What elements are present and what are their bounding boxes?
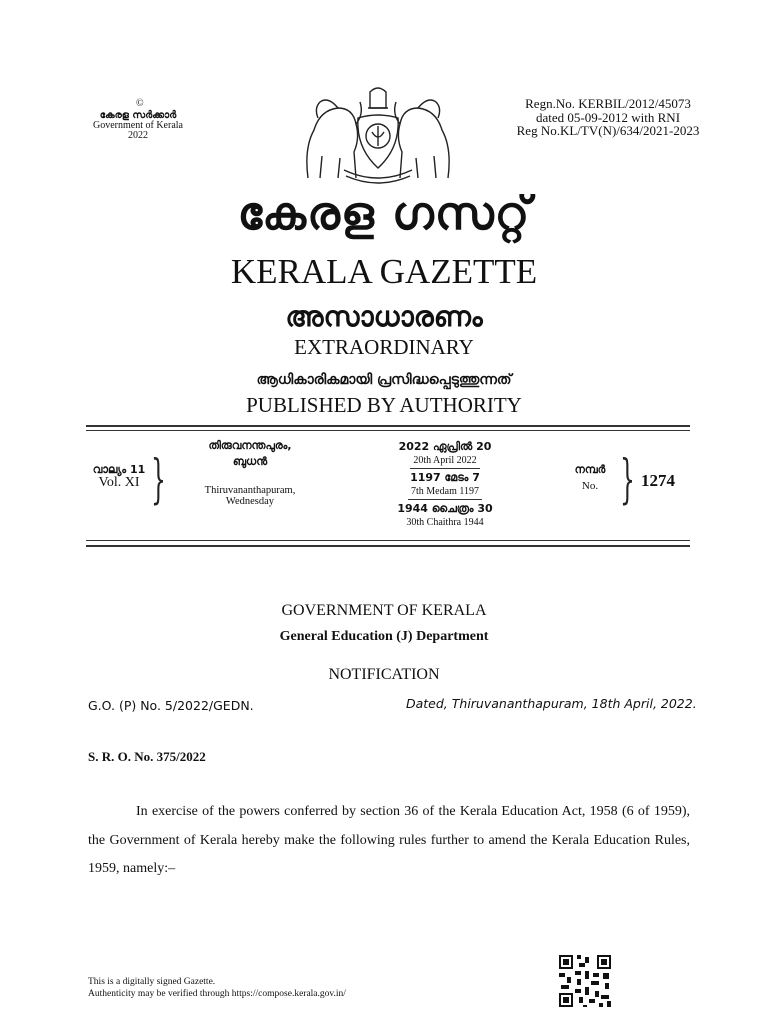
place-block <box>190 440 310 507</box>
volume-mal: വാല്യം 11 <box>92 463 146 476</box>
government-heading: GOVERNMENT OF KERALA <box>281 602 487 619</box>
qr-code-icon <box>557 953 613 1009</box>
volume-en: Vol. XI <box>98 474 140 490</box>
date-saka-mal: 1944 ചൈത്രം 30 <box>397 502 493 515</box>
copyright-symbol: © <box>136 98 144 109</box>
sro-number: S. R. O. No. 375/2022 <box>88 749 206 764</box>
government-block <box>78 111 198 141</box>
registration-kl-number: Reg No.KL/TV(N)/634/2021-2023 <box>516 123 700 139</box>
footer-note <box>88 976 346 1000</box>
gazette-title-mal: കേരള ഗസറ്റ് <box>237 186 531 240</box>
government-year: 2022 <box>128 130 148 141</box>
bottom-rule-thin <box>86 540 690 541</box>
extraordinary-mal: അസാധാരണം <box>285 300 483 333</box>
department-heading: General Education (J) Department <box>279 629 489 644</box>
place-en: Thiruvananthapuram, <box>204 485 296 497</box>
brace-right-icon: } <box>151 450 166 510</box>
registration-block <box>503 97 713 138</box>
go-number: G.O. (P) No. 5/2022/GEDN. <box>88 698 254 713</box>
top-rule-thin <box>86 430 690 431</box>
notification-heading: NOTIFICATION <box>328 666 440 683</box>
authority-en: PUBLISHED BY AUTHORITY <box>246 393 522 417</box>
government-en: Government of Kerala <box>93 120 183 131</box>
bottom-rule <box>86 545 690 547</box>
number-label-block <box>570 464 610 492</box>
top-rule <box>86 425 690 427</box>
place-mal: തിരുവനന്തപുരം, <box>208 439 292 452</box>
date-saka-en: 30th Chaithra 1944 <box>406 517 484 528</box>
notification-paragraph: In exercise of the powers conferred by section 36 of the Kerala Education Act, 1958 (6 of 1959), the Government of Kerala hereby make the following rules further to amend the Kerala Education Rules, 1959, namely:– <box>88 804 690 876</box>
brace-right-icon-2: } <box>620 450 635 510</box>
date-gregorian-en: 20th April 2022 <box>410 454 479 469</box>
day-mal: ബുധൻ <box>232 454 268 468</box>
date-kollam-mal: 1197 മേടം 7 <box>410 471 480 484</box>
gazette-title-en: KERALA GAZETTE <box>230 252 538 291</box>
kerala-emblem-icon <box>298 78 458 190</box>
government-mal: കേരള സർക്കാർ <box>99 110 177 121</box>
registration-date: dated 05-09-2012 with RNI <box>535 109 681 125</box>
dates-block <box>380 440 510 529</box>
number-label-en: No. <box>581 480 599 493</box>
date-kollam-en: 7th Medam 1197 <box>408 485 482 500</box>
day-en: Wednesday <box>225 496 275 508</box>
footer-signed: This is a digitally signed Gazette. <box>88 977 216 987</box>
gazette-number: 1274 <box>641 471 675 490</box>
footer-verify: Authenticity may be verified through https://compose.kerala.gov.in/ <box>88 989 346 999</box>
registration-number: Regn.No. KERBIL/2012/45073 <box>525 96 691 111</box>
dated-line: Dated, Thiruvananthapuram, 18th April, 2022. <box>406 696 697 711</box>
extraordinary-en: EXTRAORDINARY <box>294 335 474 359</box>
volume-block <box>84 464 154 490</box>
number-label-mal: നമ്പർ <box>574 463 606 476</box>
authority-mal: ആധികാരികമായി പ്രസിദ്ധപ്പെടുത്തുന്നത് <box>256 372 512 388</box>
date-gregorian-mal: 2022 ഏപ്രിൽ 20 <box>398 440 492 453</box>
